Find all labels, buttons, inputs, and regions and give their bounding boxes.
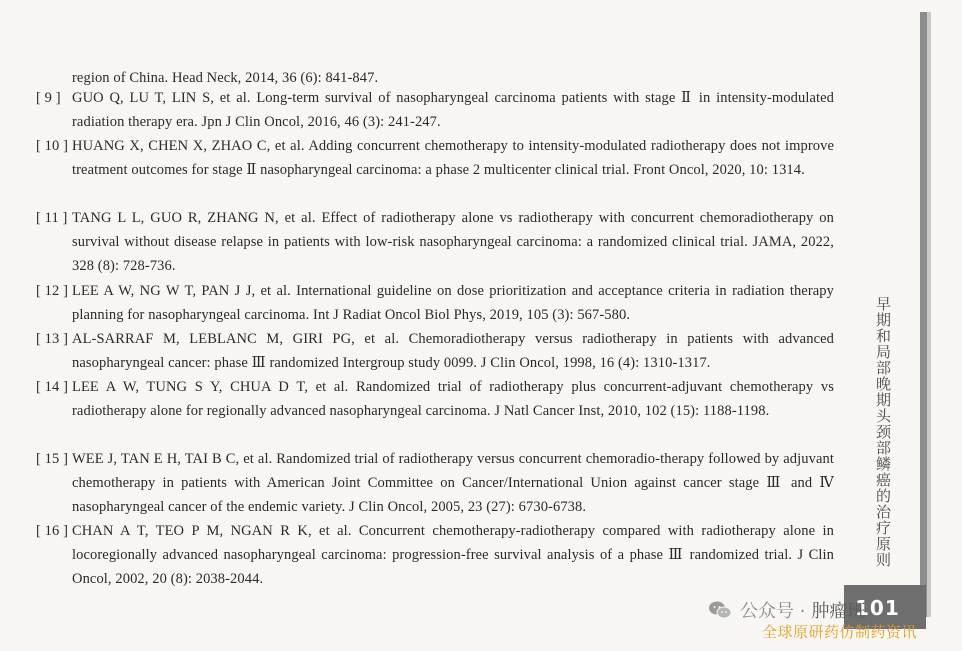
watermark [708,597,865,623]
reference-number: [ 15 ] [36,451,69,467]
reference-number: [ 9 ] [36,90,61,106]
reference-text: WEE J, TAN E H, TAI B C, et al. Randomized trial of radiotherapy versus concurrent chemoradio-therapy followed by adjuvant chemotherapy in patients with American Joint Committee on Cancer/International Union against cancer stage Ⅲ and Ⅳ nasopharyngeal cancer of the endemic variety. J Clin Oncol, 2005, 23 (27): 6730-6738. [72,451,834,515]
reference-continuation: region of China. Head Neck, 2014, 36 (6): 841-847. [72,70,379,86]
reference-item [36,375,834,423]
reference-number: [ 12 ] [36,283,69,299]
reference-text: GUO Q, LU T, LIN S, et al. Long-term survival of nasopharyngeal carcinoma patients with stage Ⅱ in intensity-modulated radiation therapy era. Jpn J Clin Oncol, 2016, 46 (3): 241-247. [72,90,834,130]
reference-item [36,279,834,327]
reference-number: [ 10 ] [36,138,69,154]
reference-item [36,206,834,278]
reference-text: CHAN A T, TEO P M, NGAN R K, et al. Concurrent chemotherapy-radiotherapy compared with radiotherapy alone in locoregionally advanced nasopharyngeal carcinoma: progression-free survival analysis of a phase Ⅲ randomized trial. J Clin Oncol, 2002, 20 (8): 2038-2044. [72,523,834,587]
reference-text: HUANG X, CHEN X, ZHAO C, et al. Adding concurrent chemotherapy to intensity-modulated radiotherapy does not improve treatment outcomes for stage Ⅱ nasopharyngeal carcinoma: a phase 2 multicenter clinical trial. Front Oncol, 2020, 10: 1314. [72,138,834,178]
reference-item [36,519,834,591]
reference-text: AL-SARRAF M, LEBLANC M, GIRI PG, et al. Chemoradiotherapy versus radiotherapy in patients with advanced nasopharyngeal cancer: phase Ⅲ randomized Intergroup study 0099. J Clin Oncol, 1998, 16 (4): 1310-1317. [72,331,834,371]
page-number: 101 [855,596,900,620]
wechat-icon [708,600,732,620]
reference-number: [ 13 ] [36,331,69,347]
reference-item [36,134,834,182]
page-edge-bar-light [927,12,931,617]
reference-item [36,447,834,519]
reference-number: [ 14 ] [36,379,69,395]
reference-item [36,86,834,134]
watermark-tagline: 全球原研药仿制药资讯 [762,623,918,641]
watermark-label: 公众号 · [740,601,806,622]
chapter-side-title: 早期和局部晚期头颈部鳞癌的治疗原则 [874,296,892,568]
reference-number: [ 16 ] [36,523,69,539]
page-edge-bar [920,12,927,617]
watermark-account: 肿瘤班 [811,601,866,622]
reference-item [36,327,834,375]
reference-text: TANG L L, GUO R, ZHANG N, et al. Effect of radiotherapy alone vs radiotherapy with concurrent chemoradiotherapy on survival without disease relapse in patients with low-risk nasopharyngeal carcinoma: a randomized clinical trial. JAMA, 2022, 328 (8): 728-736. [72,210,834,274]
reference-number: [ 11 ] [36,210,68,226]
reference-text: LEE A W, NG W T, PAN J J, et al. International guideline on dose prioritization and acceptance criteria in radiation therapy planning for nasopharyngeal carcinoma. Int J Radiat Oncol Biol Phys, 2019, 105 (3): 567-580. [72,283,834,323]
reference-text: LEE A W, TUNG S Y, CHUA D T, et al. Randomized trial of radiotherapy plus concurrent-adjuvant chemotherapy vs radiotherapy alone for regionally advanced nasopharyngeal carcinoma. J Natl Cancer Inst, 2010, 102 (15): 1188-1198. [72,379,834,419]
